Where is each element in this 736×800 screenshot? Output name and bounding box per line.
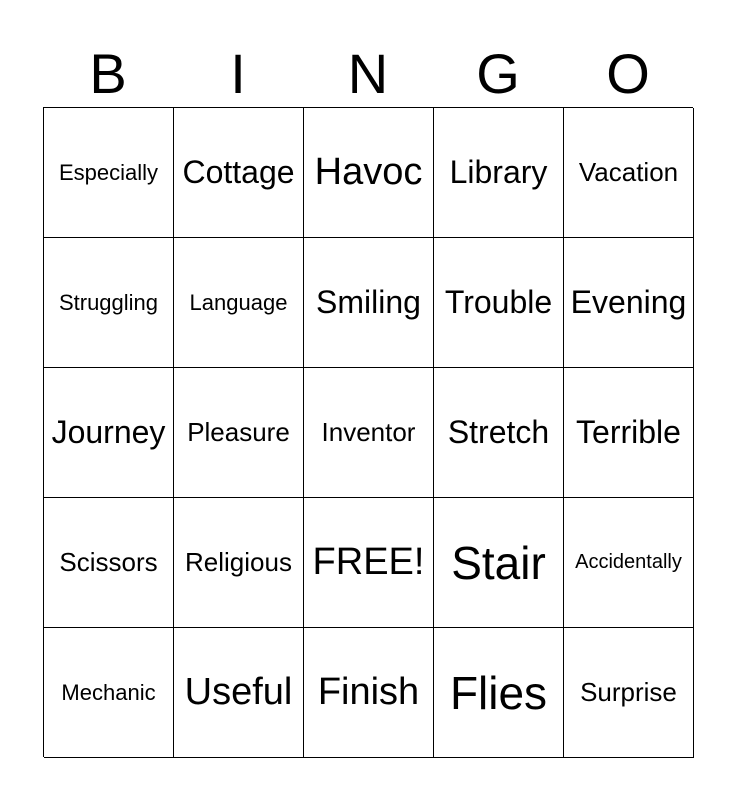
bingo-cell: Scissors [44,498,174,628]
bingo-cell: Stair [434,498,564,628]
bingo-cell: Smiling [304,238,434,368]
bingo-cell: Struggling [44,238,174,368]
bingo-cell: Flies [434,628,564,758]
bingo-cell: Finish [304,628,434,758]
bingo-cell: Vacation [564,108,694,238]
bingo-cell: Trouble [434,238,564,368]
header-letter-n: N [347,42,389,105]
bingo-cell: Inventor [304,368,434,498]
bingo-grid [43,107,693,757]
bingo-cell: Useful [174,628,304,758]
bingo-cell: Havoc [304,108,434,238]
bingo-cell: Terrible [564,368,694,498]
header-letter-o: O [606,42,650,105]
free-space-cell: FREE! [304,498,434,628]
bingo-cell: Language [174,238,304,368]
bingo-cell: Library [434,108,564,238]
bingo-cell: Surprise [564,628,694,758]
bingo-cell: Cottage [174,108,304,238]
bingo-cell: Journey [44,368,174,498]
bingo-cell: Mechanic [44,628,174,758]
bingo-cell: Stretch [434,368,564,498]
bingo-header [43,40,693,108]
bingo-cell: Evening [564,238,694,368]
bingo-cell: Especially [44,108,174,238]
bingo-cell: Accidentally [564,498,694,628]
bingo-cell: Pleasure [174,368,304,498]
header-letter-i: I [230,42,246,105]
header-letter-g: G [476,42,520,105]
header-letter-b: B [89,42,127,105]
bingo-cell: Religious [174,498,304,628]
